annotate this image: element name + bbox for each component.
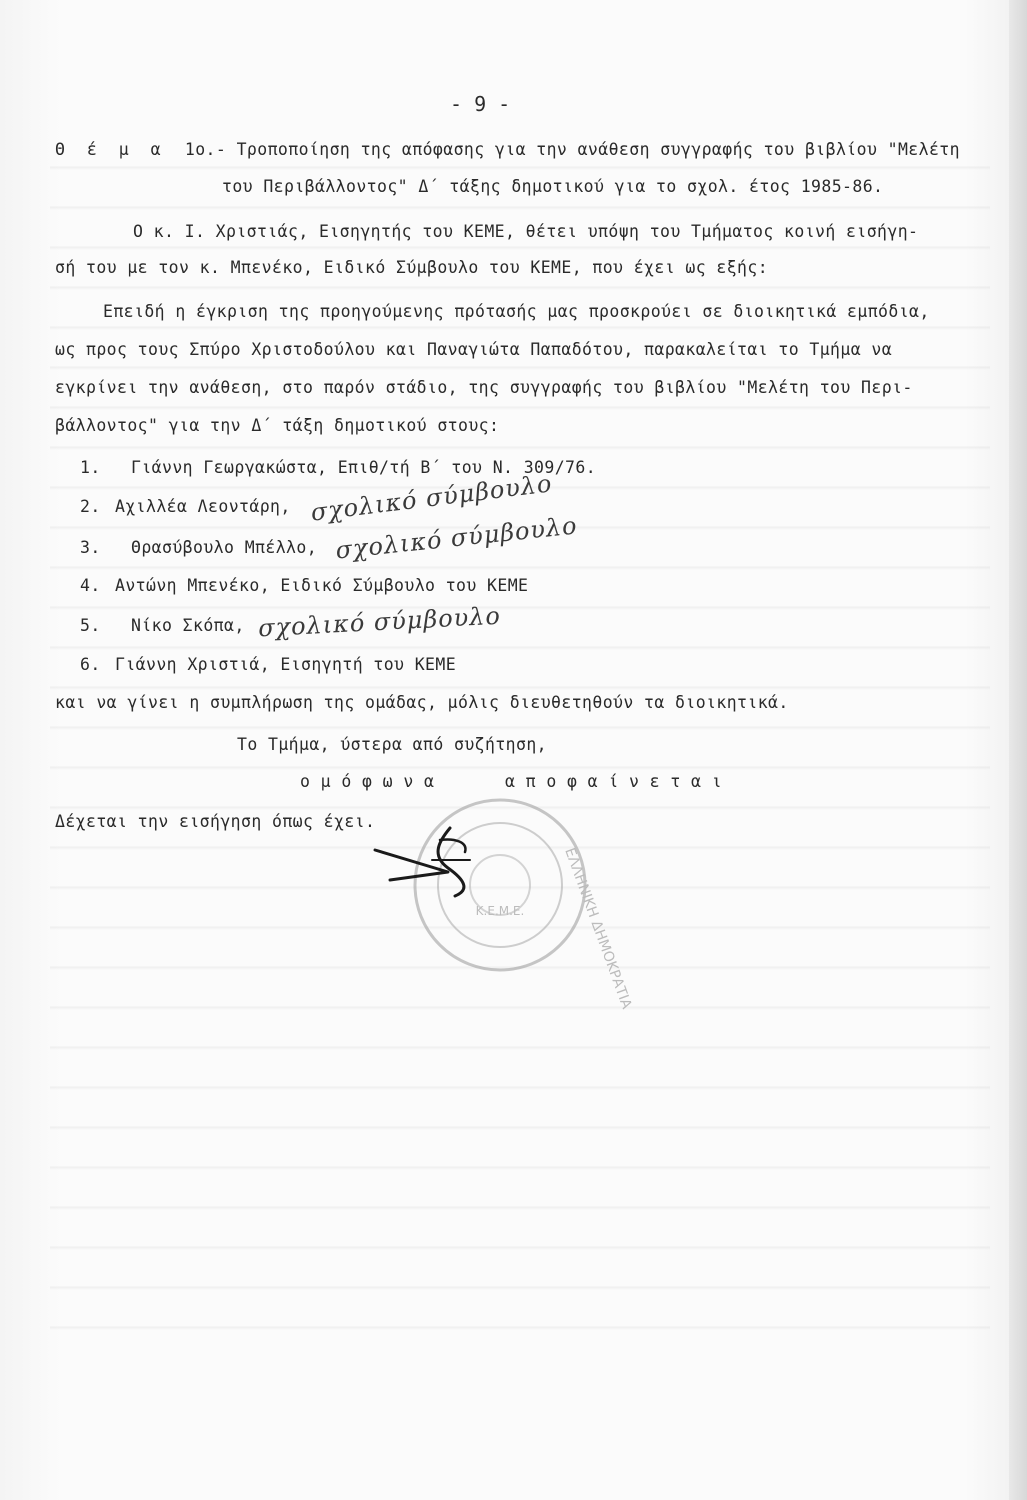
list-item	[80, 497, 291, 516]
list-number: 2.	[80, 497, 101, 516]
list-number: 4.	[80, 576, 101, 595]
handwritten-note: σχολικό σύμβουλο	[257, 601, 502, 643]
handwritten-signature	[370, 820, 490, 900]
list-number: 1.	[80, 458, 101, 477]
decision-unanimous: ο μ ό φ ω ν α	[300, 772, 435, 791]
intro-line2: σή του με τον κ. Μπενέκο, Ειδικό Σύμβουλο του ΚΕΜΕ, που έχει ως εξής:	[55, 258, 769, 277]
list-number: 6.	[80, 655, 101, 674]
decision-line3: Δέχεται την εισήγηση όπως έχει.	[55, 812, 376, 831]
intro-line1: Ο κ. Ι. Χριστιάς, Εισηγητής του ΚΕΜΕ, θέτει υπόψη του Τμήματος κοινή εισήγη-	[133, 222, 919, 241]
stamp-inner-text: Κ.Ε.Μ.Ε.	[475, 904, 525, 918]
topic-label: Θ έ μ α	[55, 140, 167, 159]
list-text: Θρασύβουλο Μπέλλο,	[131, 538, 318, 557]
list-text: Αχιλλέα Λεοντάρη,	[115, 497, 291, 516]
topic-title-part2: του Περιβάλλοντος" Δ΄ τάξης δημοτικού για το σχολ. έτος 1985-86.	[222, 177, 884, 196]
decision-line1: Το Τμήμα, ύστερα από συζήτηση,	[237, 735, 548, 754]
stamp-outer-text: ΕΛΛΗΝΙΚΗ ΔΗΜΟΚΡΑΤΙΑ	[561, 845, 635, 1012]
list-item	[80, 576, 528, 595]
list-number: 3.	[80, 538, 101, 557]
decision-verb: α π ο φ α ί ν ε τ α ι	[505, 772, 723, 791]
topic-title-part1: Τροποποίηση της απόφασης για την ανάθεση συγγραφής του βιβλίου "Μελέτη	[236, 140, 960, 159]
list-item	[80, 538, 317, 557]
body-line4: βάλλοντος" για την Δ΄ τάξη δημοτικού στους:	[55, 416, 500, 435]
page-edge-shadow	[1009, 0, 1027, 1500]
topic-number: 1ο.-	[184, 140, 227, 159]
body-line1: Επειδή η έγκριση της προηγούμενης πρότασής μας προσκρούει σε διοικητικά εμπόδια,	[103, 302, 930, 321]
page-number: - 9 -	[450, 92, 511, 116]
list-item	[80, 655, 456, 674]
topic-header-line1	[55, 140, 960, 159]
body-line2: ως προς τους Σπύρο Χριστοδούλου και Παναγιώτα Παπαδότου, παρακαλείται το Τμήμα να	[55, 340, 893, 359]
list-text: Νίκο Σκόπα,	[131, 616, 245, 635]
list-item	[80, 616, 245, 635]
list-number: 5.	[80, 616, 101, 635]
list-text: Γιάννη Χριστιά, Εισηγητή του ΚΕΜΕ	[115, 655, 457, 674]
list-text: Αντώνη Μπενέκο, Ειδικό Σύμβουλο του ΚΕΜΕ	[115, 576, 529, 595]
list-text: Γιάννη Γεωργακώστα, Επιθ/τή Β΄ του Ν. 309/76.	[131, 458, 597, 477]
body-line3: εγκρίνει την ανάθεση, στο παρόν στάδιο, της συγγραφής του βιβλίου "Μελέτη του Περι-	[55, 378, 913, 397]
handwritten-note: σχολικό σύμβουλο	[309, 469, 554, 527]
closing-line: και να γίνει η συμπλήρωση της ομάδας, μόλις διευθετηθούν τα διοικητικά.	[55, 693, 789, 712]
handwritten-note: σχολικό σύμβουλο	[334, 511, 579, 565]
